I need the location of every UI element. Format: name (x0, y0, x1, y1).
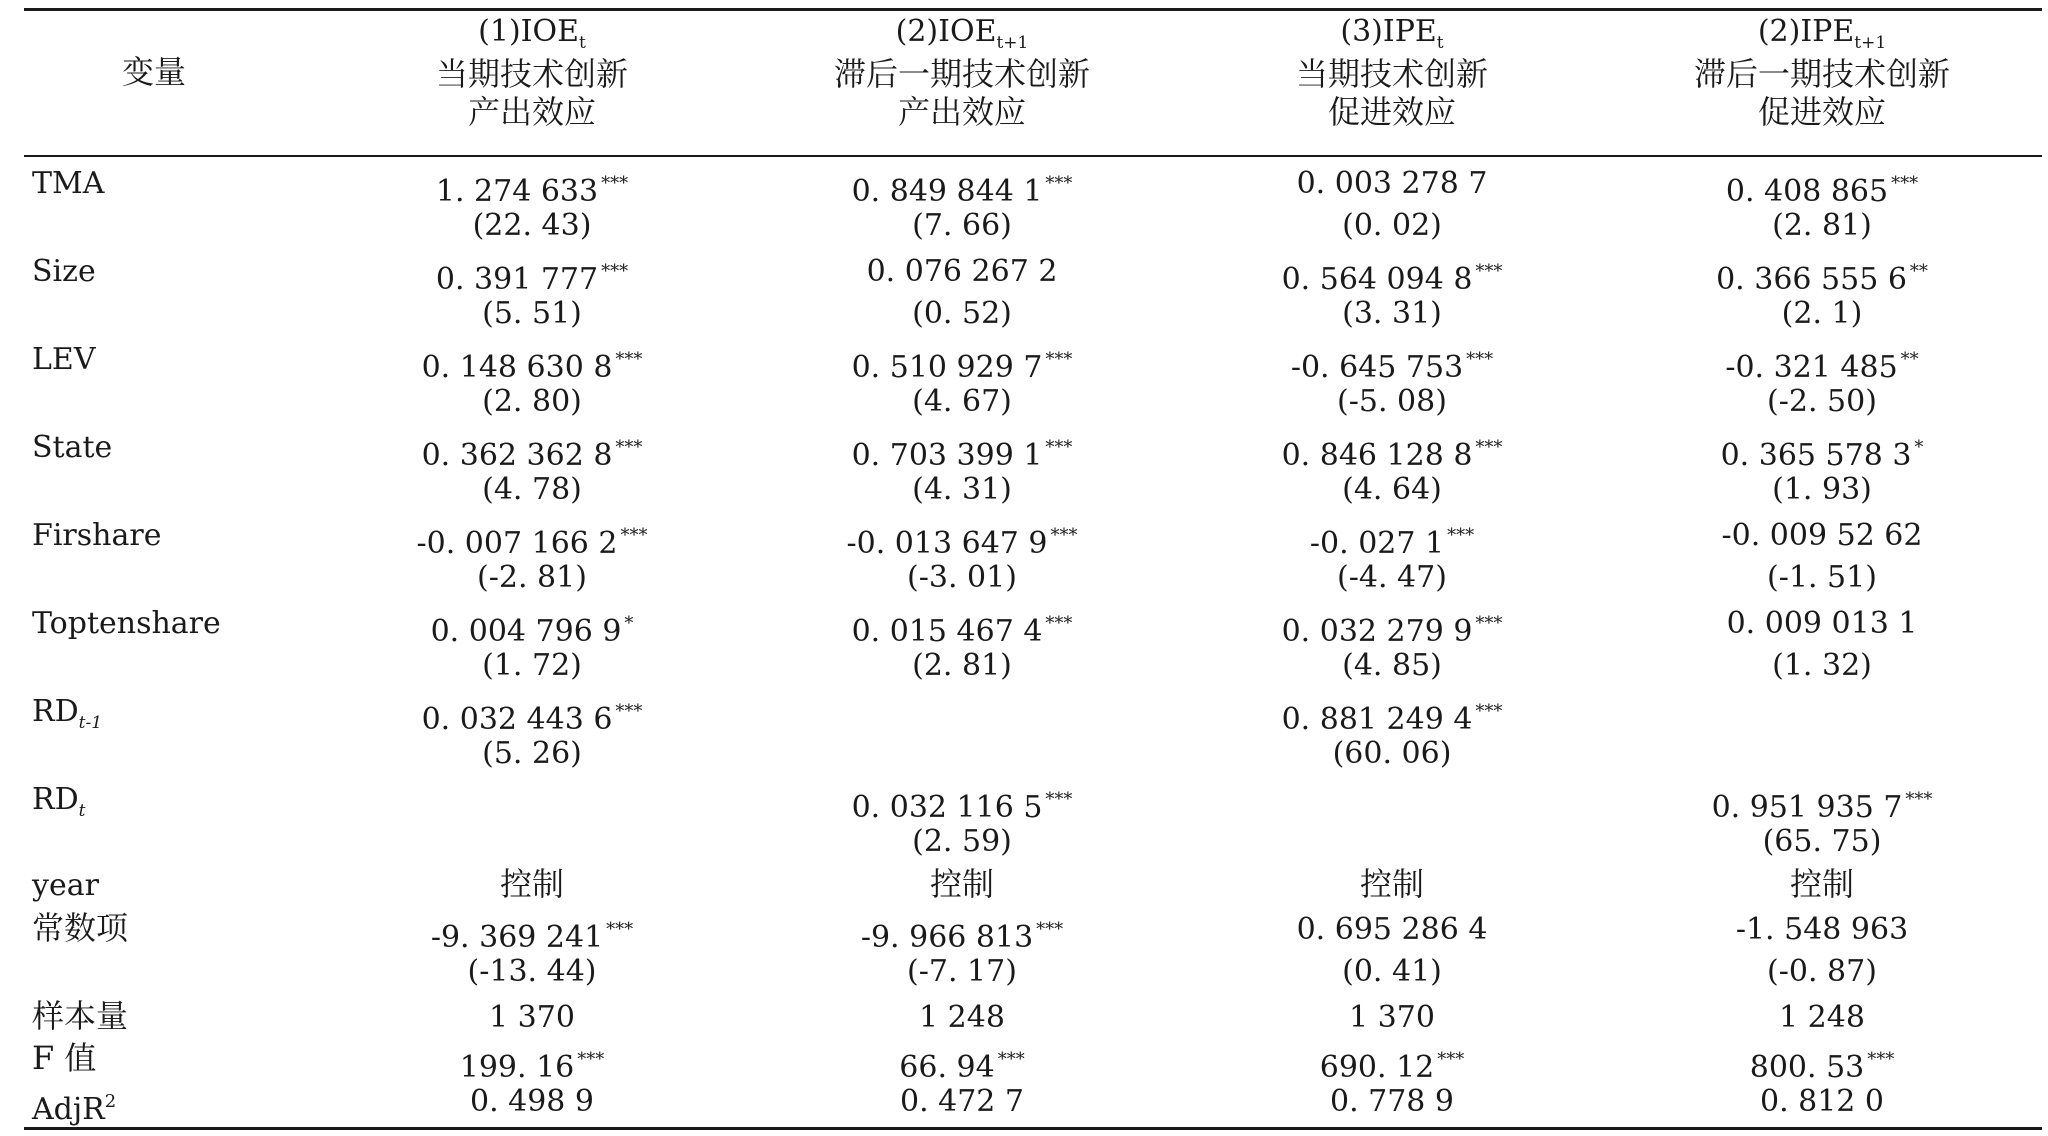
year-control-cell: 控制 (1789, 865, 1855, 903)
coef-cell (852, 606, 1073, 650)
header-col2-title: $(2)IOE_{t+1}$ (895, 14, 1029, 53)
coef-value: 0. 881 249 4 (1281, 702, 1473, 737)
coef-value: 0. 004 796 9 (430, 614, 622, 649)
coef-value: -0. 013 647 9 (846, 526, 1048, 561)
t-stat-cell: (-5. 08) (1337, 384, 1447, 419)
coef-cell (1282, 694, 1503, 738)
significance-stars: ** (1909, 261, 1928, 282)
coef-cell (436, 254, 628, 298)
header-col3-line2: 促进效应 (1327, 93, 1457, 131)
row-label-text: State (32, 430, 113, 465)
header-col1-line2: 产出效应 (467, 93, 597, 131)
t-stat-cell: (3. 31) (1342, 296, 1442, 331)
adjr2-cell: 0. 778 9 (1329, 1084, 1455, 1119)
t-stat-cell: (7. 66) (912, 208, 1012, 243)
coef-cell (1297, 166, 1488, 202)
coef-value: 0. 849 844 1 (851, 174, 1043, 209)
significance-stars: *** (1437, 1049, 1465, 1070)
significance-stars: *** (601, 261, 629, 282)
t-stat-cell: (1. 32) (1772, 648, 1872, 683)
significance-stars: *** (615, 437, 643, 458)
significance-stars: *** (601, 173, 629, 194)
t-stat-cell: (5. 51) (482, 296, 582, 331)
significance-stars: *** (1045, 173, 1073, 194)
coef-value: 0. 951 935 7 (1711, 790, 1903, 825)
coef-cell (852, 430, 1073, 474)
t-stat-cell: (-13. 44) (467, 954, 597, 989)
significance-stars: *** (1891, 173, 1919, 194)
coef-value: 0. 003 278 7 (1296, 166, 1488, 201)
t-stat-cell: (4. 85) (1342, 648, 1442, 683)
t-stat-cell: (-0. 87) (1767, 954, 1877, 989)
coef-value: 0. 703 399 1 (851, 438, 1043, 473)
row-label (32, 782, 85, 829)
significance-stars: *** (1045, 349, 1073, 370)
row-label-text: Toptenshare (32, 606, 221, 641)
t-stat-cell: (2. 80) (482, 384, 582, 419)
sample-size-cell: 1 370 (1349, 1000, 1435, 1035)
t-stat-cell: (4. 78) (482, 472, 582, 507)
significance-stars: * (1914, 437, 1924, 458)
t-stat-cell: (-2. 50) (1767, 384, 1877, 419)
coef-value: 0. 846 128 8 (1281, 438, 1473, 473)
coef-value: 0. 391 777 (435, 262, 599, 297)
row-label-text: TMA (32, 166, 105, 201)
adjr2-label-text: AdjR (32, 1092, 105, 1127)
header-variable-label: 变量 (122, 53, 187, 91)
coef-value: 0. 695 286 4 (1296, 912, 1488, 947)
t-stat-cell: (-3. 01) (907, 560, 1017, 595)
significance-stars: *** (997, 1049, 1025, 1070)
t-stat-cell: (2. 1) (1781, 296, 1863, 331)
f-value-cell (460, 1042, 605, 1086)
row-label (32, 518, 161, 554)
header-col3-title: $(3)IPE_t$ (1340, 14, 1444, 53)
coef-cell (1712, 782, 1933, 826)
significance-stars: *** (615, 701, 643, 722)
row-label-text: RD (32, 782, 79, 817)
coef-value: 0. 032 116 5 (851, 790, 1043, 825)
t-stat-cell: (1. 93) (1772, 472, 1872, 507)
coef-cell (1736, 912, 1908, 948)
header-col1-line1: 当期技术创新 (435, 55, 629, 93)
row-label-subscript: t-1 (78, 713, 103, 733)
row-label (32, 694, 102, 741)
adjr2-cell: 0. 498 9 (469, 1084, 595, 1119)
coef-value: 0. 564 094 8 (1281, 262, 1473, 297)
significance-stars: *** (577, 1049, 605, 1070)
coef-cell (1725, 342, 1918, 386)
sample-size-cell: 1 248 (1779, 1000, 1865, 1035)
f-value: 800. 53 (1749, 1050, 1865, 1085)
coef-value: -0. 027 1 (1309, 526, 1445, 561)
coef-cell (1716, 254, 1928, 298)
coef-cell (1722, 518, 1923, 554)
significance-stars: *** (615, 349, 643, 370)
t-stat-cell: (-7. 17) (907, 954, 1017, 989)
significance-stars: *** (1036, 919, 1064, 940)
row-label (32, 166, 104, 202)
coef-value: 0. 032 443 6 (421, 702, 613, 737)
coef-cell (436, 166, 628, 210)
coef-cell (1291, 342, 1493, 386)
coef-cell (422, 430, 643, 474)
coef-value: 0. 366 555 6 (1716, 262, 1907, 297)
table-top-rule (24, 8, 2042, 11)
t-stat-cell: (-2. 81) (477, 560, 587, 595)
adjr2-label (32, 1084, 116, 1128)
f-value-label: F 值 (32, 1039, 97, 1077)
header-col2-line2: 产出效应 (897, 93, 1027, 131)
coef-cell (422, 342, 643, 386)
coef-value: 0. 076 267 2 (866, 254, 1058, 289)
row-label-text: Firshare (32, 518, 162, 553)
coef-value: 0. 009 013 1 (1726, 606, 1918, 641)
sample-size-cell: 1 248 (919, 1000, 1005, 1035)
row-label (32, 342, 96, 378)
t-stat-cell: (65. 75) (1762, 824, 1882, 859)
f-value: 199. 16 (459, 1050, 575, 1085)
coef-cell (1726, 166, 1918, 210)
t-stat-cell: (2. 81) (1772, 208, 1872, 243)
coef-cell (431, 912, 633, 956)
coef-cell (1282, 430, 1503, 474)
f-value: 66. 94 (899, 1050, 995, 1085)
coef-cell (861, 912, 1063, 956)
coef-value: -9. 369 241 (430, 920, 604, 955)
row-label (32, 430, 112, 466)
significance-stars: * (624, 613, 634, 634)
coef-value: 0. 408 865 (1725, 174, 1889, 209)
row-label-text: LEV (32, 342, 96, 377)
significance-stars: *** (1475, 437, 1503, 458)
coef-value: 0. 510 929 7 (851, 350, 1043, 385)
significance-stars: *** (1050, 525, 1078, 546)
header-col1-title: $(1)IOE_t$ (478, 14, 586, 53)
coef-cell (1282, 254, 1503, 298)
coef-cell (852, 342, 1073, 386)
coef-value: 0. 362 362 8 (421, 438, 613, 473)
coef-value: -0. 009 52 62 (1721, 518, 1923, 553)
coef-value: -0. 645 753 (1290, 350, 1464, 385)
significance-stars: *** (1867, 1049, 1895, 1070)
row-label-text: Size (32, 254, 96, 289)
const-row-label: 常数项 (32, 909, 129, 947)
t-stat-cell: (2. 59) (912, 824, 1012, 859)
significance-stars: *** (1447, 525, 1475, 546)
t-stat-cell: (0. 02) (1342, 208, 1442, 243)
significance-stars: *** (606, 919, 634, 940)
f-value-cell (1320, 1042, 1465, 1086)
t-stat-cell: (22. 43) (472, 208, 592, 243)
coef-value: 0. 365 578 3 (1720, 438, 1912, 473)
significance-stars: *** (1475, 261, 1503, 282)
t-stat-cell: (4. 64) (1342, 472, 1442, 507)
coef-cell (1297, 912, 1488, 948)
adjr2-cell: 0. 812 0 (1759, 1084, 1885, 1119)
header-col4-line2: 促进效应 (1757, 93, 1887, 131)
f-value: 690. 12 (1319, 1050, 1435, 1085)
significance-stars: *** (1475, 701, 1503, 722)
significance-stars: *** (1466, 349, 1494, 370)
sample-size-cell: 1 370 (489, 1000, 575, 1035)
sample-size-label: 样本量 (32, 997, 129, 1035)
t-stat-cell: (2. 81) (912, 648, 1012, 683)
t-stat-cell: (-4. 47) (1337, 560, 1447, 595)
t-stat-cell: (5. 26) (482, 736, 582, 771)
row-label-subscript: t (78, 801, 86, 821)
header-col4-title: $(2)IPE_{t+1}$ (1757, 14, 1887, 53)
significance-stars: *** (620, 525, 648, 546)
coef-cell (1310, 518, 1474, 562)
header-col4-line1: 滞后一期技术创新 (1693, 55, 1951, 93)
row-label (32, 606, 221, 642)
coef-value: -9. 966 813 (860, 920, 1034, 955)
coef-value: 0. 148 630 8 (421, 350, 613, 385)
year-control-cell: 控制 (499, 865, 565, 903)
t-stat-cell: (1. 72) (482, 648, 582, 683)
significance-stars: *** (1475, 613, 1503, 634)
f-value-cell (1750, 1042, 1895, 1086)
coef-value: 0. 032 279 9 (1281, 614, 1473, 649)
coef-value: -0. 007 166 2 (416, 526, 618, 561)
significance-stars: *** (1905, 789, 1933, 810)
year-control-cell: 控制 (929, 865, 995, 903)
coef-cell (852, 782, 1073, 826)
coef-value: -1. 548 963 (1735, 912, 1909, 947)
t-stat-cell: (4. 67) (912, 384, 1012, 419)
year-control-cell: 控制 (1359, 865, 1425, 903)
f-value-cell (899, 1042, 1024, 1086)
regression-table (24, 8, 2042, 1128)
adjr2-superscript: 2 (104, 1091, 117, 1112)
coef-cell (1282, 606, 1503, 650)
t-stat-cell: (0. 41) (1342, 954, 1442, 989)
header-col2-line1: 滞后一期技术创新 (833, 55, 1091, 93)
t-stat-cell: (-1. 51) (1767, 560, 1877, 595)
table-bottom-rule (24, 1127, 2042, 1130)
t-stat-cell: (60. 06) (1332, 736, 1452, 771)
t-stat-cell: (0. 52) (912, 296, 1012, 331)
coef-cell (422, 694, 643, 738)
row-label-text: RD (32, 694, 79, 729)
adjr2-cell: 0. 472 7 (899, 1084, 1025, 1119)
significance-stars: ** (1900, 349, 1919, 370)
coef-cell (1727, 606, 1918, 642)
year-row-label: year (32, 868, 99, 903)
t-stat-cell: (4. 31) (912, 472, 1012, 507)
row-label (32, 254, 96, 290)
coef-cell (417, 518, 648, 562)
coef-value: 1. 274 633 (435, 174, 599, 209)
significance-stars: *** (1045, 613, 1073, 634)
significance-stars: *** (1045, 789, 1073, 810)
significance-stars: *** (1045, 437, 1073, 458)
coef-cell (431, 606, 634, 650)
coef-cell (852, 166, 1073, 210)
coef-value: -0. 321 485 (1725, 350, 1898, 385)
coef-cell (847, 518, 1078, 562)
coef-cell (1721, 430, 1924, 474)
table-header-rule (24, 155, 2042, 157)
coef-value: 0. 015 467 4 (851, 614, 1043, 649)
header-col3-line1: 当期技术创新 (1295, 55, 1489, 93)
coef-cell (867, 254, 1058, 290)
